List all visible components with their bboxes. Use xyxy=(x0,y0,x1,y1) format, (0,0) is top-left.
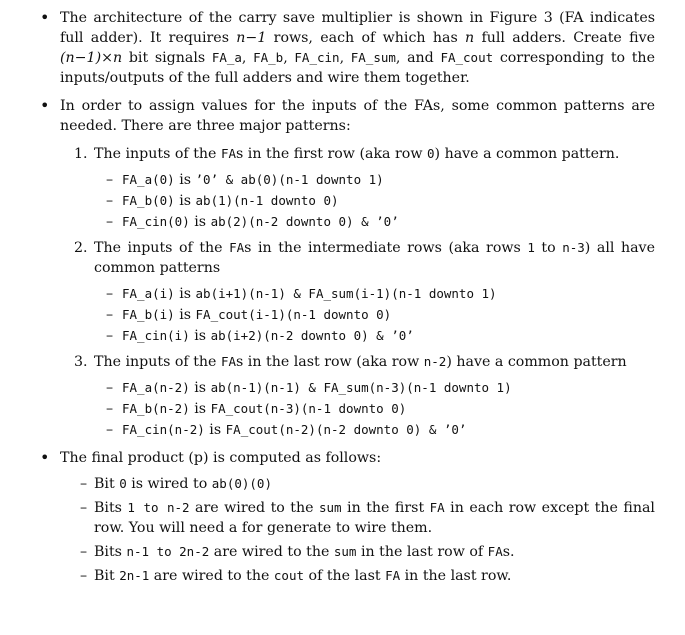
text: s in the last row (aka row xyxy=(236,354,424,370)
product-intro: The final product (p) is computed as follows: xyxy=(60,450,382,466)
pattern-list xyxy=(60,144,655,440)
pattern-lines xyxy=(94,170,655,232)
text: in the last row of xyxy=(356,544,488,560)
bullet-final-product xyxy=(40,448,655,586)
signal-expr: ab(i+2)(n-2 downto 0) & ’0’ xyxy=(210,328,414,343)
pattern-line xyxy=(94,170,655,190)
bullet-patterns xyxy=(40,96,655,440)
code: FA xyxy=(385,568,401,583)
signal-name: FA_b(i) xyxy=(122,307,175,322)
pattern-line xyxy=(94,191,655,211)
text: Bits xyxy=(94,500,128,516)
pattern-line xyxy=(94,284,655,304)
signal-fa-cin: FA_cin xyxy=(294,50,340,65)
pattern-lines xyxy=(94,378,655,440)
text: in the first xyxy=(341,500,430,516)
text: is xyxy=(189,214,211,230)
code: 1 to n-2 xyxy=(127,500,190,515)
product-list xyxy=(60,474,655,586)
text: rows, each of which has xyxy=(266,30,466,46)
product-item xyxy=(60,474,655,494)
signal-expr: FA_cout(n-2)(n-2 downto 0) & ’0’ xyxy=(225,422,467,437)
pattern-line xyxy=(94,378,655,398)
text: is xyxy=(189,401,211,417)
signal-name: FA_cin(0) xyxy=(122,214,190,229)
signal-name: FA_b(0) xyxy=(122,193,175,208)
pattern-intermediate-rows xyxy=(60,238,655,346)
text: is xyxy=(174,172,196,188)
code: FA xyxy=(220,354,237,369)
text: The inputs of the xyxy=(94,354,221,370)
text: full adders. Create five xyxy=(474,30,655,46)
text: Bit xyxy=(94,568,120,584)
code: sum xyxy=(319,500,342,515)
text: to xyxy=(534,240,563,256)
text: is xyxy=(204,422,226,438)
signal-fa-cout: FA_cout xyxy=(440,50,494,65)
text: in each row except the final row. You will need a for generate to wire them. xyxy=(94,500,655,536)
pattern-number: 3. xyxy=(74,354,88,370)
signal-expr: FA_cout(i-1)(n-1 downto 0) xyxy=(195,307,392,322)
signal-fa-b: FA_b xyxy=(253,50,284,65)
math-n: n xyxy=(465,30,475,46)
text: are wired to the xyxy=(189,500,319,516)
text: Bits xyxy=(94,544,127,560)
pattern-line xyxy=(94,212,655,232)
signal-name: FA_a(i) xyxy=(122,286,175,301)
signal-name: FA_b(n-2) xyxy=(122,401,190,416)
patterns-intro: In order to assign values for the inputs of the FAs, some common patterns are needed. There are three major patterns: xyxy=(60,98,655,134)
signal-name: FA_a(n-2) xyxy=(122,380,190,395)
text: corresponding to the inputs/outputs of the full adders and wire them together. xyxy=(60,50,655,86)
signal-expr: ab(i+1)(n-1) & FA_sum(i-1)(n-1 downto 1) xyxy=(195,286,497,301)
code: n-3 xyxy=(562,240,585,255)
signal-expr: FA_cout(n-3)(n-1 downto 0) xyxy=(210,401,407,416)
code: ab(0)(0) xyxy=(211,476,272,491)
pattern-line xyxy=(94,399,655,419)
pattern-line xyxy=(94,326,655,346)
code: 0 xyxy=(427,146,435,161)
pattern-line xyxy=(94,420,655,440)
signal-name: FA_cin(i) xyxy=(122,328,190,343)
text: s in the first row (aka row xyxy=(236,146,427,162)
text: is xyxy=(174,286,196,302)
main-bullet-list xyxy=(40,8,655,586)
text: ) have a common pattern. xyxy=(434,146,620,162)
pattern-number: 1. xyxy=(74,146,88,162)
code: FA xyxy=(229,240,245,255)
text: is xyxy=(174,307,196,323)
text: , xyxy=(241,50,254,66)
product-item xyxy=(60,542,655,562)
text: is xyxy=(174,193,196,209)
pattern-line xyxy=(94,305,655,325)
text: is wired to xyxy=(126,476,212,492)
signal-fa-a: FA_a xyxy=(211,50,242,65)
code: FA xyxy=(429,500,445,515)
code: FA xyxy=(220,146,237,161)
code: sum xyxy=(333,544,357,559)
product-item xyxy=(60,498,655,538)
signal-expr: ab(n-1)(n-1) & FA_sum(n-3)(n-1 downto 1) xyxy=(210,380,512,395)
text: s. xyxy=(502,544,515,560)
pattern-lines xyxy=(94,284,655,346)
code: n-1 to 2n-2 xyxy=(126,544,210,559)
text: in the last row. xyxy=(400,568,512,584)
code: cout xyxy=(273,568,305,583)
text: , xyxy=(339,50,351,66)
text: is xyxy=(189,328,211,344)
signal-name: FA_a(0) xyxy=(122,172,175,187)
math-rows: n−1 xyxy=(236,30,267,46)
text: , and xyxy=(395,50,441,66)
text: ) all have common patterns xyxy=(94,240,655,276)
pattern-first-row xyxy=(60,144,655,232)
text: ) have a common pattern xyxy=(446,354,627,370)
text: is xyxy=(189,380,211,396)
code: 2n-1 xyxy=(119,568,150,583)
text: of the last xyxy=(304,568,386,584)
text: s in the intermediate rows (aka rows xyxy=(244,240,528,256)
bullet-architecture xyxy=(40,8,655,88)
math-size: (n−1)×n xyxy=(60,50,123,66)
text: , xyxy=(283,50,295,66)
signal-expr: ’0’ & ab(0)(n-1 downto 1) xyxy=(195,172,384,187)
text: bit signals xyxy=(122,50,212,66)
code: n-2 xyxy=(423,354,447,369)
signal-expr: ab(2)(n-2 downto 0) & ’0’ xyxy=(210,214,399,229)
text: The architecture of the carry save multiplier is shown in Figure 3 (FA indicates full adder). It requires xyxy=(60,10,655,46)
signal-fa-sum: FA_sum xyxy=(350,50,396,65)
signal-name: FA_cin(n-2) xyxy=(122,422,205,437)
text: are wired to the xyxy=(149,568,274,584)
text: The inputs of the xyxy=(94,240,230,256)
text: are wired to the xyxy=(209,544,334,560)
pattern-last-row xyxy=(60,352,655,440)
signal-expr: ab(1)(n-1 downto 0) xyxy=(195,193,339,208)
code: 1 xyxy=(527,240,535,255)
code: 0 xyxy=(119,476,127,491)
text: The inputs of the xyxy=(94,146,221,162)
product-item xyxy=(60,566,655,586)
code: FA xyxy=(487,544,503,559)
text: Bit xyxy=(94,476,120,492)
pattern-number: 2. xyxy=(74,240,88,256)
